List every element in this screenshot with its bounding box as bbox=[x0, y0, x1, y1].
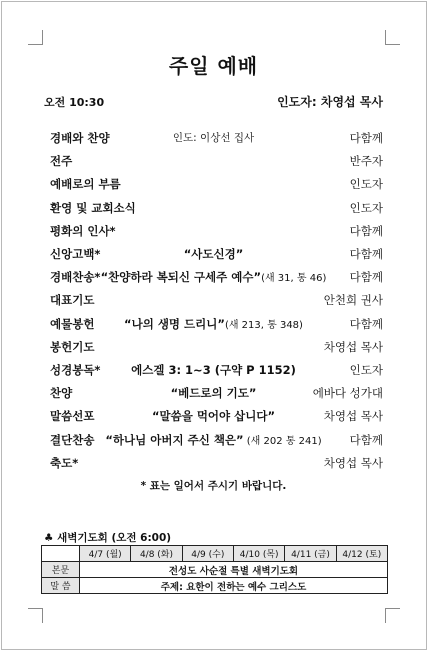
order-item-person: 반주자 bbox=[349, 154, 383, 169]
order-item-label: 대표기도 bbox=[50, 293, 95, 308]
order-item bbox=[0, 339, 427, 357]
row-label-text: 본문 bbox=[42, 562, 80, 578]
order-item-person: 다함께 bbox=[349, 131, 383, 145]
table-row bbox=[42, 578, 388, 594]
date-cell: 4/12 (토) bbox=[336, 546, 387, 562]
order-item-person: 다함께 bbox=[349, 432, 383, 447]
order-item bbox=[0, 223, 427, 241]
order-item-person: 차영섭 목사 bbox=[323, 339, 383, 354]
dawn-prayer-title: ♣ 새벽기도회 (오전 6:00) bbox=[44, 532, 172, 544]
order-item-title: “나의 생명 드리니” bbox=[124, 316, 225, 331]
order-item bbox=[0, 292, 427, 310]
order-item-person: 인도자 bbox=[349, 177, 383, 192]
order-item-label: 축도* bbox=[50, 455, 79, 470]
order-item bbox=[0, 455, 427, 473]
service-time: 오전 10:30 bbox=[44, 96, 105, 109]
order-item-person: 인도자 bbox=[349, 200, 383, 215]
order-item-title: “하나님 아버지 주신 책은” bbox=[105, 432, 244, 447]
order-item-person: 안천희 권사 bbox=[323, 293, 383, 308]
date-cell: 4/10 (목) bbox=[233, 546, 284, 562]
order-item-title: “사도신경” bbox=[183, 247, 244, 261]
order-item bbox=[0, 153, 427, 171]
table-row bbox=[42, 562, 388, 578]
date-cell: 4/9 (수) bbox=[182, 546, 233, 562]
table-corner-cell bbox=[42, 546, 80, 562]
order-item-label: 경배찬송* bbox=[50, 270, 101, 285]
dawn-prayer-table bbox=[41, 545, 388, 594]
order-item-label: 말씀선포 bbox=[50, 409, 95, 424]
order-item bbox=[0, 385, 427, 403]
date-cell: 4/8 (화) bbox=[131, 546, 182, 562]
order-item-label: 찬양 bbox=[50, 386, 73, 401]
order-item-person: 다함께 bbox=[349, 223, 383, 238]
order-item bbox=[0, 200, 427, 218]
crop-mark-bottom-left bbox=[28, 608, 43, 623]
hymn-number-note: (새 213, 통 348) bbox=[224, 319, 303, 331]
order-item-person: 차영섭 목사 bbox=[323, 409, 383, 424]
crop-mark-top-right bbox=[385, 30, 400, 45]
order-item-label: 결단찬송 bbox=[50, 432, 95, 447]
order-item bbox=[0, 246, 427, 264]
order-item-person: 인도자 bbox=[349, 363, 383, 377]
order-item bbox=[0, 176, 427, 194]
order-item-person: 에바다 성가대 bbox=[312, 386, 383, 401]
order-item-label: 평화의 인사* bbox=[50, 223, 116, 238]
order-item bbox=[0, 269, 427, 287]
row-label-sermon: 말 씀 bbox=[42, 578, 80, 594]
order-item-label: 경배와 찬양 bbox=[50, 131, 110, 145]
order-item-label: 예배로의 부름 bbox=[50, 177, 121, 192]
order-item-person: 다함께 bbox=[349, 247, 383, 261]
row-value-sermon: 주제: 요한이 전하는 예수 그리스도 bbox=[80, 578, 388, 594]
order-item-label: 환영 및 교회소식 bbox=[50, 200, 136, 215]
order-item bbox=[0, 316, 427, 334]
order-item-title: “찬양하라 복되신 구세주 예수” bbox=[100, 270, 262, 285]
standing-notice: * 표는 일어서 주시기 바랍니다. bbox=[140, 480, 287, 492]
hymn-number-note: (새 202 통 241) bbox=[243, 435, 322, 447]
order-item-label: 성경봉독* bbox=[50, 363, 101, 377]
date-cell: 4/11 (금) bbox=[285, 546, 336, 562]
order-item-person: 다함께 bbox=[349, 270, 383, 285]
page-title: 주일 예배 bbox=[168, 54, 259, 78]
order-item bbox=[0, 130, 427, 148]
order-item-title: “베드로의 기도” bbox=[170, 386, 257, 401]
order-item-title: “말씀을 먹어야 삽니다” bbox=[151, 409, 276, 424]
order-item bbox=[0, 408, 427, 426]
dawn-date-row bbox=[42, 546, 388, 562]
order-item bbox=[0, 362, 427, 380]
order-item-person: 차영섭 목사 bbox=[323, 455, 383, 470]
order-item-title: 인도: 이상선 집사 bbox=[172, 132, 255, 144]
crop-mark-bottom-right bbox=[385, 608, 400, 623]
order-item-person: 다함께 bbox=[349, 316, 383, 331]
order-item-label: 예물봉헌 bbox=[50, 316, 95, 331]
order-item bbox=[0, 432, 427, 450]
date-cell: 4/7 (월) bbox=[80, 546, 131, 562]
order-item-label: 봉헌기도 bbox=[50, 339, 95, 354]
order-item-label: 신앙고백* bbox=[50, 247, 101, 261]
hymn-number-note: (새 31, 통 46) bbox=[261, 273, 327, 285]
service-leader: 인도자: 차영섭 목사 bbox=[277, 95, 383, 109]
crop-mark-top-left bbox=[28, 30, 43, 45]
order-item-label: 전주 bbox=[50, 154, 73, 169]
order-item-title: 에스겔 3: 1~3 (구약 P 1152) bbox=[131, 363, 296, 377]
row-value-text: 전성도 사순절 특별 새벽기도회 bbox=[80, 562, 388, 578]
